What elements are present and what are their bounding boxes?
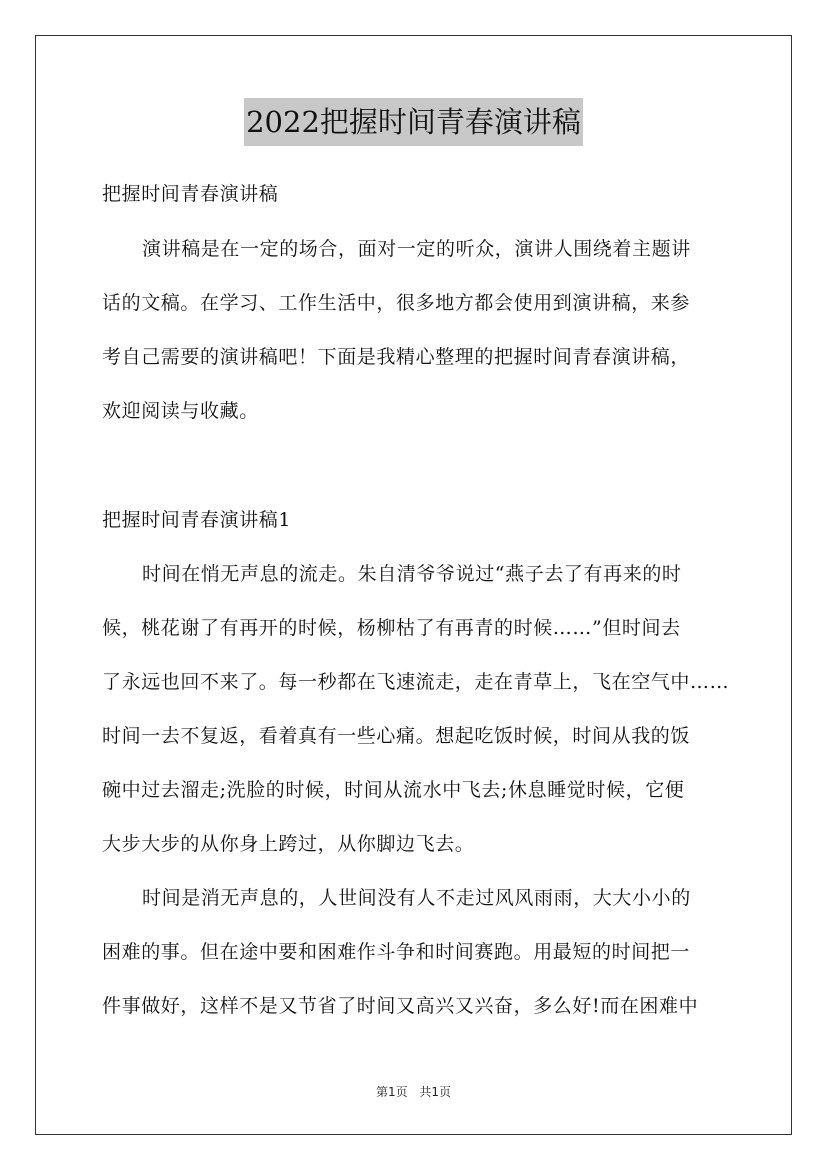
- page-total: 共1页: [419, 1085, 452, 1099]
- paragraph-line: 大步大步的从你身上跨过，从你脚边飞去。: [102, 833, 475, 855]
- paragraph-line: 了永远也回不来了。每一秒都在飞速流走，走在青草上，飞在空气中……: [102, 671, 730, 693]
- document-subtitle: 把握时间青春演讲稿: [102, 183, 279, 205]
- paragraph-line: 时间是消无声息的，人世间没有人不走过风风雨雨，大大小小的: [142, 887, 691, 909]
- intro-line: 欢迎阅读与收藏。: [102, 400, 259, 422]
- paragraph-line: 困难的事。但在途中要和困难作斗争和时间赛跑。用最短的时间把一: [102, 941, 691, 963]
- paragraph-line: 候，桃花谢了有再开的时候，杨柳枯了有再青的时候……”但时间去: [102, 617, 681, 639]
- paragraph-line: 件事做好，这样不是又节省了时间又高兴又兴奋，多么好!而在困难中: [102, 995, 699, 1017]
- section-heading: 把握时间青春演讲稿1: [102, 509, 292, 531]
- intro-line: 考自己需要的演讲稿吧！下面是我精心整理的把握时间青春演讲稿，: [102, 346, 691, 368]
- paragraph-line: 碗中过去溜走;洗脸的时候，时间从流水中飞去;休息睡觉时候，它便: [102, 779, 685, 801]
- title-container: [0, 98, 827, 146]
- paragraph-line: 时间在悄无声息的流走。朱自清爷爷说过“燕子去了有再来的时: [142, 563, 682, 585]
- intro-line: 话的文稿。在学习、工作生活中，很多地方都会使用到演讲稿，来参: [102, 292, 691, 314]
- document-title: 2022把握时间青春演讲稿: [244, 98, 583, 146]
- page-footer: [0, 1083, 827, 1100]
- paragraph-line: 时间一去不复返，看着真有一些心痛。想起吃饭时候，时间从我的饭: [102, 725, 691, 747]
- page-number: 第1页: [375, 1085, 408, 1099]
- intro-line: 演讲稿是在一定的场合，面对一定的听众，演讲人围绕着主题讲: [142, 238, 691, 260]
